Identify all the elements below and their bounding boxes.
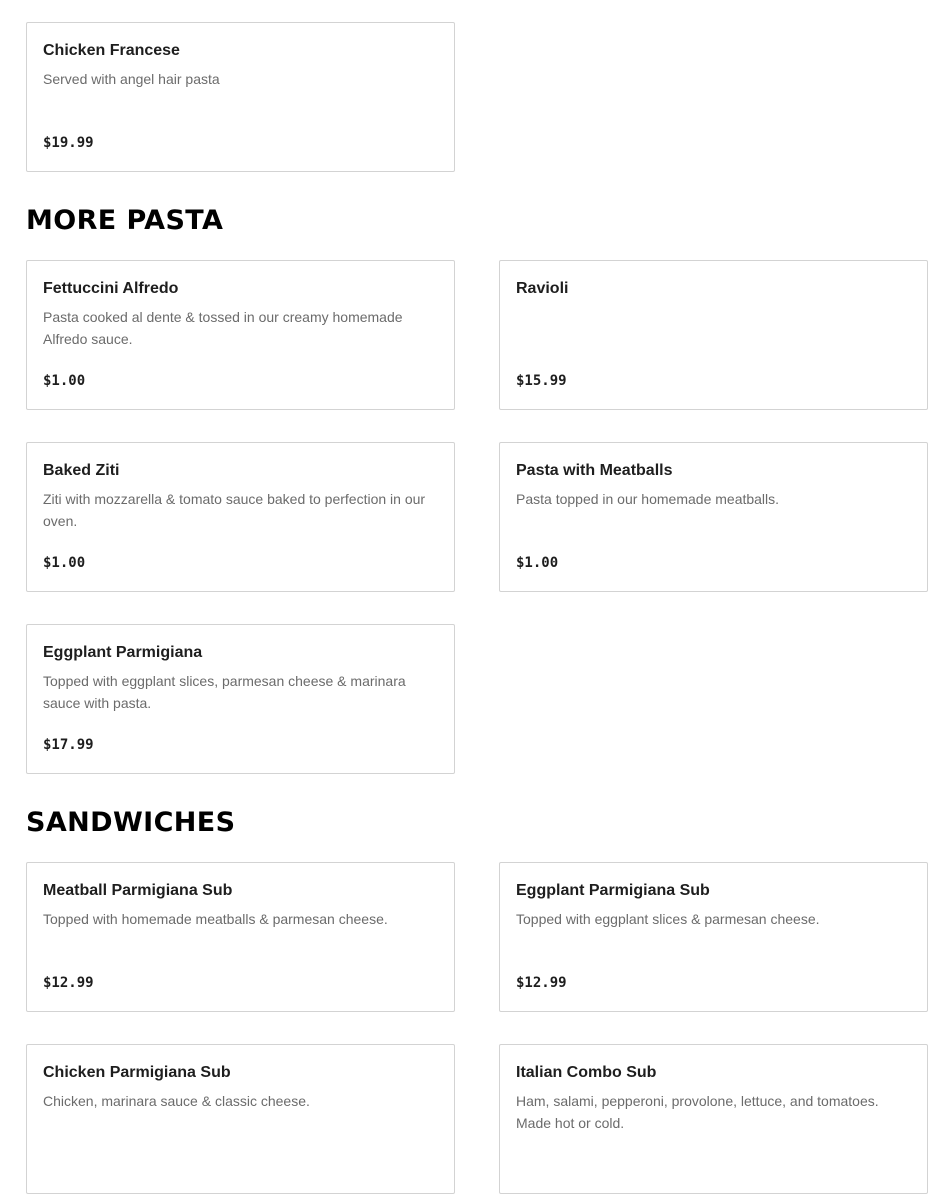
menu-item-price: $12.99 [516, 975, 567, 991]
menu-item-description: Topped with eggplant slices, parmesan cheese & marinara sauce with pasta. [43, 673, 406, 711]
menu-item-card-eggplant-parmigiana-sub[interactable] [499, 862, 928, 1012]
menu-item-description: Topped with eggplant slices & parmesan cheese. [516, 911, 820, 927]
menu-item-card-italian-combo-sub[interactable] [499, 1044, 928, 1194]
menu-item-description: Pasta topped in our homemade meatballs. [516, 491, 780, 507]
section-title-sandwiches: SANDWICHES [26, 807, 236, 838]
menu-item-description: Ziti with mozzarella & tomato sauce baked to perfection in our oven. [43, 491, 426, 529]
menu-item-name: Pasta with Meatballs [516, 462, 673, 479]
menu-item-description: Topped with homemade meatballs & parmesan cheese. [43, 911, 388, 927]
menu-item-card-fettuccini-alfredo[interactable] [26, 260, 455, 410]
menu-item-name: Eggplant Parmigiana Sub [516, 882, 710, 899]
menu-item-price: $1.00 [516, 555, 559, 571]
menu-item-card-chicken-parmigiana-sub[interactable] [26, 1044, 455, 1194]
menu-item-card-chicken-francese[interactable] [26, 22, 455, 172]
menu-item-card-pasta-with-meatballs[interactable] [499, 442, 928, 592]
menu-item-price: $12.99 [43, 975, 94, 991]
menu-item-price: $1.00 [43, 555, 86, 571]
menu-item-name: Ravioli [516, 280, 569, 297]
menu-item-price: $19.99 [43, 135, 94, 151]
section-title-more-pasta: MORE PASTA [26, 205, 224, 236]
menu-item-description: Pasta cooked al dente & tossed in our creamy homemade Alfredo sauce. [43, 309, 403, 347]
menu-item-name: Meatball Parmigiana Sub [43, 882, 233, 899]
menu-item-card-baked-ziti[interactable] [26, 442, 455, 592]
menu-item-name: Fettuccini Alfredo [43, 280, 179, 297]
menu-item-name: Baked Ziti [43, 462, 120, 479]
menu-item-card-ravioli[interactable] [499, 260, 928, 410]
menu-item-name: Chicken Francese [43, 42, 180, 59]
menu-item-card-meatball-parmigiana-sub[interactable] [26, 862, 455, 1012]
menu-item-name: Italian Combo Sub [516, 1064, 657, 1081]
menu-item-name: Chicken Parmigiana Sub [43, 1064, 231, 1081]
menu-item-price: $1.00 [43, 373, 86, 389]
menu-item-description: Served with angel hair pasta [43, 71, 220, 87]
menu-item-price: $17.99 [43, 737, 94, 753]
menu-item-description: Ham, salami, pepperoni, provolone, lettuce, and tomatoes. Made hot or cold. [516, 1093, 879, 1131]
menu-item-name: Eggplant Parmigiana [43, 644, 203, 661]
menu-item-card-eggplant-parmigiana[interactable] [26, 624, 455, 774]
menu-item-description: Chicken, marinara sauce & classic cheese. [43, 1093, 310, 1109]
menu-item-price: $15.99 [516, 373, 567, 389]
